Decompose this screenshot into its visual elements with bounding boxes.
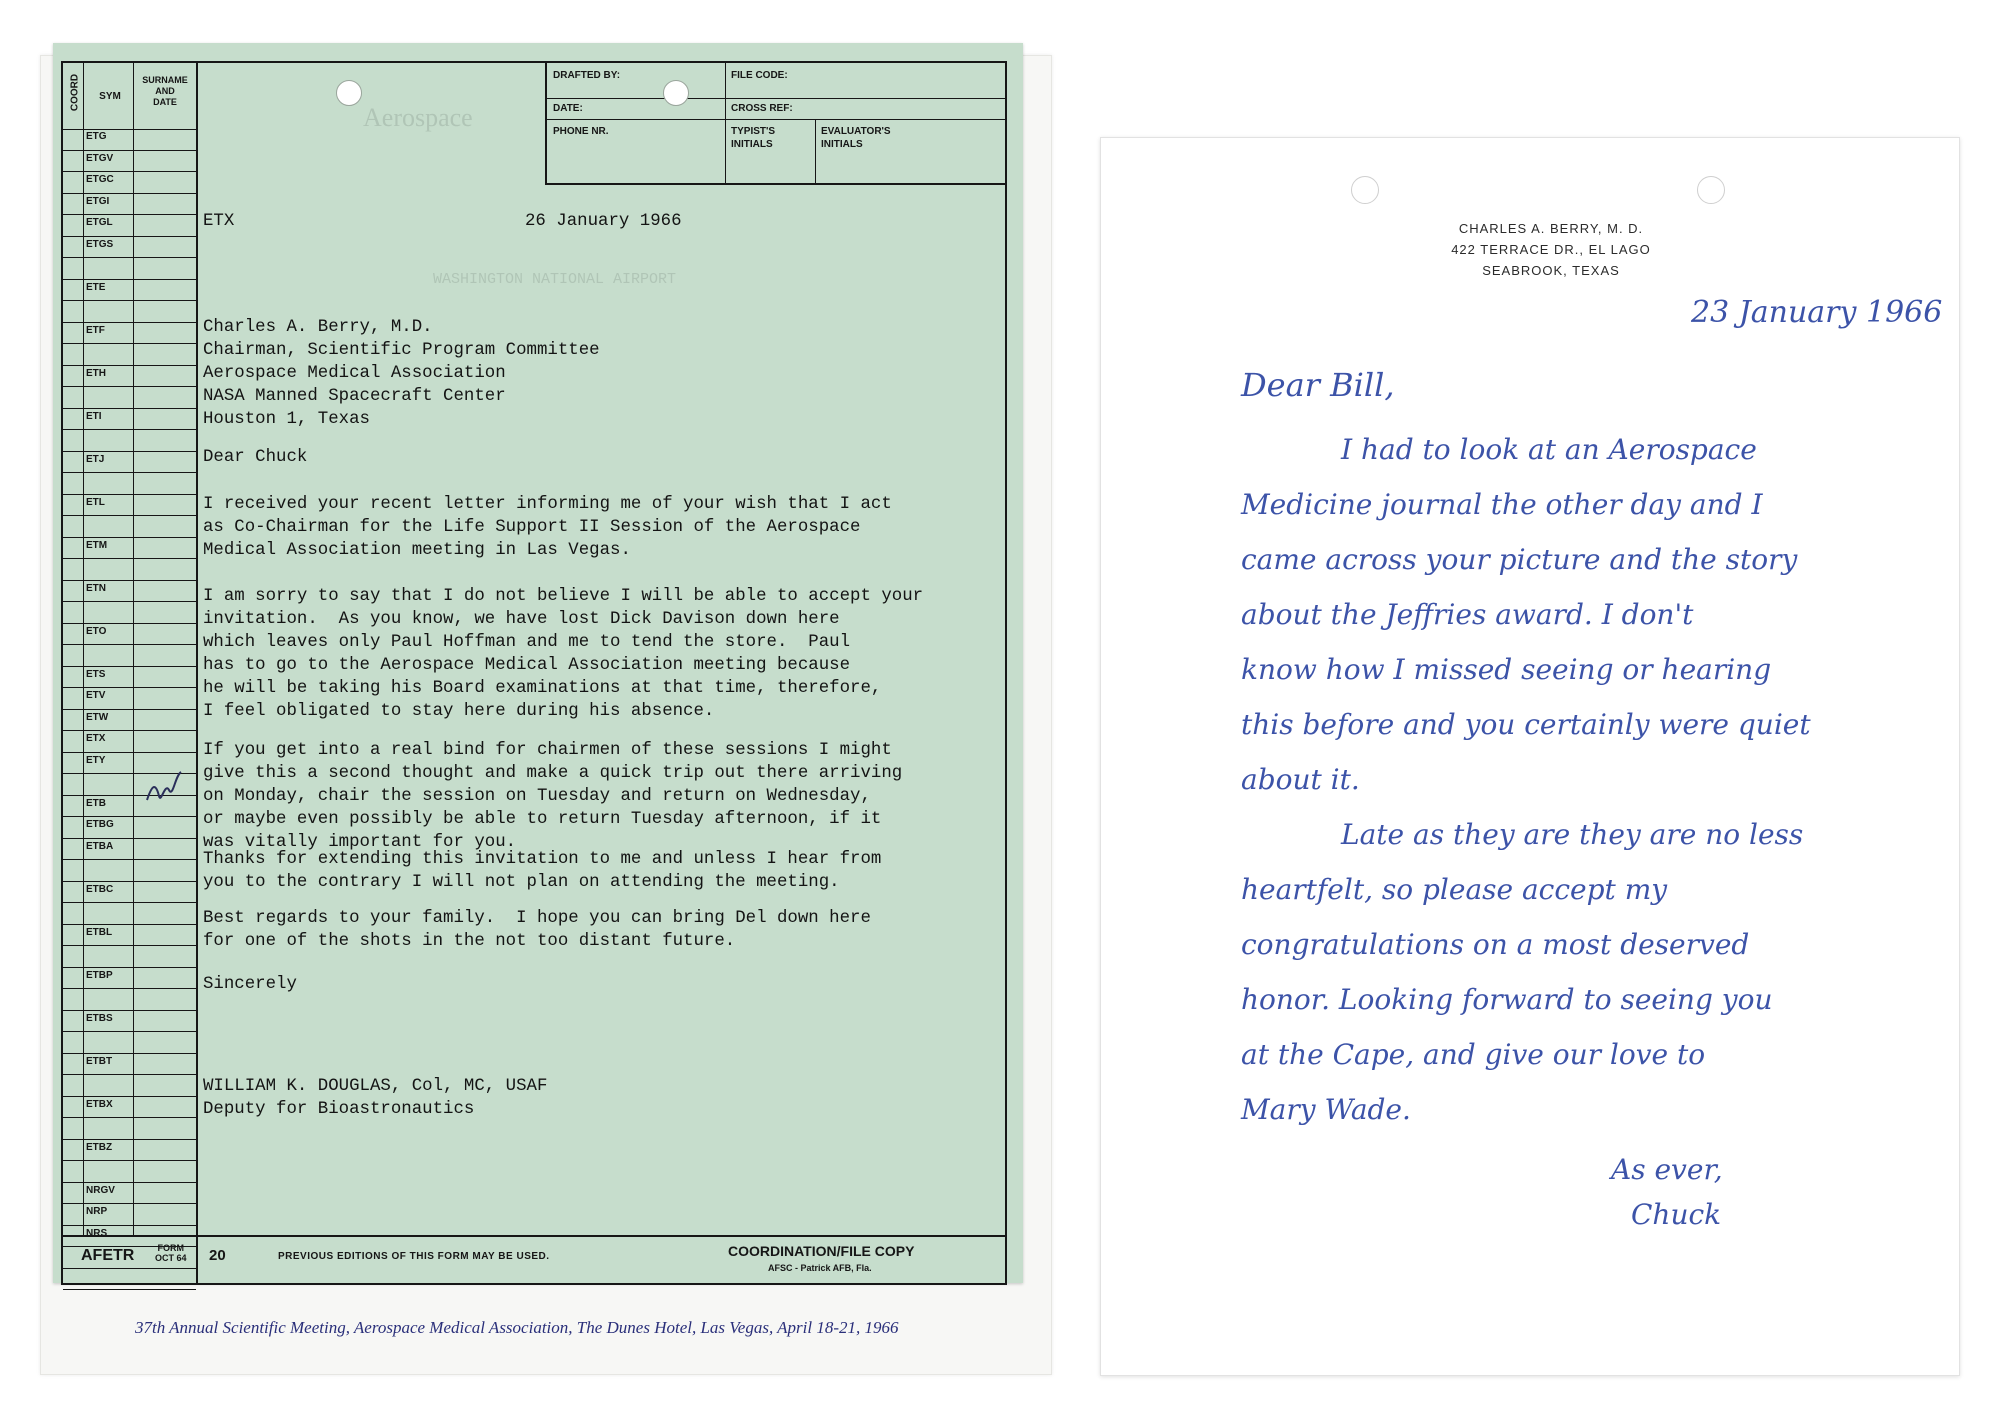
paragraph-2: I am sorry to say that I do not believe I will be able to accept your invitation. As you know, we have lost Dick Davison down here which leaves only Paul Hoffman and me to tend the store. Paul has to go to the Aerospace Medical Association meeting because he will be taking his Board examinations at that time, therefore, I feel obligated to stay here during his absence. xyxy=(203,587,924,721)
punch-hole xyxy=(663,80,689,106)
coordination-row xyxy=(63,710,196,732)
coordination-row xyxy=(63,1075,196,1097)
form-footer xyxy=(63,1235,1007,1283)
handwritten-line: Medicine journal the other day and I xyxy=(1241,488,1763,521)
previous-editions-note: PREVIOUS EDITIONS OF THIS FORM MAY BE USED. xyxy=(278,1251,550,1262)
office-code: ETX xyxy=(86,733,106,744)
punch-hole xyxy=(1351,176,1379,204)
letterhead: CHARLES A. BERRY, M. D. 422 TERRACE DR., EL LAGO SEABROOK, TEXAS xyxy=(1451,221,1651,278)
office-code: ETF xyxy=(86,324,105,336)
office-code: ETG xyxy=(86,131,107,142)
show-through-text: Aerospace xyxy=(363,103,473,132)
coordination-row xyxy=(63,667,196,689)
coordination-column xyxy=(63,63,198,1283)
paragraph-5: Best regards to your family. I hope you can bring Del down here for one of the shots in the not too distant future. xyxy=(203,909,871,951)
coordination-row xyxy=(63,194,196,216)
coordination-row xyxy=(63,624,196,646)
coordination-row xyxy=(63,151,196,173)
coordination-row xyxy=(63,215,196,237)
coordination-row xyxy=(63,1140,196,1162)
handwritten-line: heartfelt, so please accept my xyxy=(1241,873,1668,906)
coordination-row xyxy=(63,280,196,302)
evaluator-initials-label: EVALUATOR'S INITIALS xyxy=(821,126,891,150)
office-symbol: ETX xyxy=(203,212,235,231)
handwritten-line: I had to look at an Aerospace xyxy=(1341,433,1757,466)
date-label: DATE: xyxy=(553,103,583,114)
office-code: NRGV xyxy=(86,1184,115,1196)
coordination-row xyxy=(63,495,196,517)
coordination-row xyxy=(63,968,196,990)
office-code: ETBL xyxy=(86,926,113,938)
signer-name: WILLIAM K. DOUGLAS, Col, MC, USAF xyxy=(203,1077,548,1096)
file-code-label: FILE CODE: xyxy=(731,70,788,81)
coordination-row xyxy=(63,129,196,151)
handwritten-closing: As ever, xyxy=(1611,1153,1723,1186)
coordination-row xyxy=(63,172,196,194)
office-code: ETBS xyxy=(86,1012,113,1024)
office-code: ETB xyxy=(86,797,106,809)
drafted-by-label: DRAFTED BY: xyxy=(553,70,621,81)
coordination-row xyxy=(63,839,196,861)
office-code: ETV xyxy=(86,690,106,701)
coordination-row xyxy=(63,409,196,431)
coordination-row xyxy=(63,989,196,1011)
coordination-row xyxy=(63,258,196,280)
cross-ref-label: CROSS REF: xyxy=(731,103,793,114)
coordination-row xyxy=(63,1204,196,1226)
coordination-row xyxy=(63,452,196,474)
surname-date-label: SURNAME AND DATE xyxy=(142,75,188,107)
paragraph-1: I received your recent letter informing me of your wish that I act as Co-Chairman for the Life Support II Session of the Aerospace Medical Association meeting in Las Vegas. xyxy=(203,495,892,560)
handwritten-line: came across your picture and the story xyxy=(1241,543,1798,576)
coordination-row xyxy=(63,366,196,388)
afsc-label: AFSC - Patrick AFB, Fla. xyxy=(768,1263,872,1273)
handwritten-initials-mark xyxy=(143,770,183,810)
coordination-row xyxy=(63,903,196,925)
typist-initials-label: TYPIST'S INITIALS xyxy=(731,126,776,150)
punch-hole xyxy=(1697,176,1725,204)
office-code: ETL xyxy=(86,496,105,508)
coordination-row xyxy=(63,538,196,560)
form-edition-label: FORM OCT 64 xyxy=(155,1243,187,1263)
handwritten-line: this before and you certainly were quiet xyxy=(1241,708,1811,741)
coordination-row xyxy=(63,430,196,452)
punch-hole xyxy=(336,80,362,106)
recipient-address: Charles A. Berry, M.D. Chairman, Scientific Program Committee Aerospace Medical Association NASA Manned Spacecraft Center Houston 1, Texas xyxy=(203,318,600,429)
signer-title: Deputy for Bioastronautics xyxy=(203,1100,475,1119)
office-code: ETI xyxy=(86,410,102,422)
handwritten-line: know how I missed seeing or hearing xyxy=(1241,653,1772,686)
coord-label: COORD xyxy=(69,73,81,112)
coordination-row xyxy=(63,323,196,345)
paragraph-4: Thanks for extending this invitation to me and unless I hear from you to the contrary I will not plan on attending the meeting. xyxy=(203,850,882,892)
coordination-row xyxy=(63,344,196,366)
coordination-row xyxy=(63,1054,196,1076)
office-code: NRP xyxy=(86,1206,108,1217)
coordination-row xyxy=(63,473,196,495)
coordination-row xyxy=(63,581,196,603)
office-code: ETBT xyxy=(86,1055,113,1067)
handwritten-line: about it. xyxy=(1241,763,1360,796)
sym-label: SYM xyxy=(99,91,121,102)
form-number: 20 xyxy=(209,1247,226,1264)
office-code: ETGI xyxy=(86,195,110,207)
office-code: ETJ xyxy=(86,453,105,465)
show-through-text: WASHINGTON NATIONAL AIRPORT xyxy=(433,271,677,288)
coordination-row xyxy=(63,301,196,323)
phone-label: PHONE NR. xyxy=(553,126,609,137)
office-code: ETGV xyxy=(86,152,114,164)
coordination-row xyxy=(63,925,196,947)
coordination-row xyxy=(63,860,196,882)
coordination-file-copy-label: COORDINATION/FILE COPY xyxy=(728,1243,915,1259)
office-code: ETGC xyxy=(86,174,114,185)
office-code: ETBG xyxy=(86,819,114,830)
coordination-row xyxy=(63,387,196,409)
handwritten-salutation: Dear Bill, xyxy=(1241,366,1395,404)
coordination-row xyxy=(63,645,196,667)
coordination-row xyxy=(63,1097,196,1119)
office-code: ETS xyxy=(86,668,106,680)
coordination-row xyxy=(63,1183,196,1205)
handwritten-line: honor. Looking forward to seeing you xyxy=(1241,983,1773,1016)
coordination-row xyxy=(63,1011,196,1033)
paragraph-3: If you get into a real bind for chairmen of these sessions I might give this a second thought and make a quick trip out there arriving on Monday, chair the session on Tuesday and return on Wednesday, or maybe even possibly be able to return Tuesday afternoon, if it was vitally important for you. xyxy=(203,741,903,852)
office-code: ETO xyxy=(86,625,107,637)
coordination-row xyxy=(63,516,196,538)
salutation: Dear Chuck xyxy=(203,448,308,467)
coordination-row xyxy=(63,882,196,904)
coordination-row xyxy=(63,602,196,624)
handwritten-line: Late as they are they are no less xyxy=(1341,818,1804,851)
handwritten-line: congratulations on a most deserved xyxy=(1241,928,1750,961)
coordination-row xyxy=(63,237,196,259)
office-code: ETBA xyxy=(86,840,114,852)
letter-date: 26 January 1966 xyxy=(525,212,682,231)
office-code: ETGS xyxy=(86,238,114,250)
coordination-form xyxy=(53,43,1023,1283)
handwritten-line: about the Jeffries award. I don't xyxy=(1241,598,1694,631)
handwritten-letter-sheet xyxy=(1100,137,1960,1376)
coordination-row xyxy=(63,1032,196,1054)
coordination-row xyxy=(63,1161,196,1183)
handwritten-signature: Chuck xyxy=(1631,1198,1722,1231)
coordination-row xyxy=(63,688,196,710)
office-code: ETY xyxy=(86,754,106,766)
office-code: ETBP xyxy=(86,969,113,981)
office-code: ETN xyxy=(86,582,106,594)
office-code: ETH xyxy=(86,367,106,379)
office-code: ETGL xyxy=(86,217,113,228)
coordination-row xyxy=(63,1118,196,1140)
coordination-row xyxy=(63,731,196,753)
handwritten-date: 23 January 1966 xyxy=(1691,295,1943,330)
coordination-row xyxy=(63,559,196,581)
office-code: ETW xyxy=(86,711,109,723)
afetr-label: AFETR xyxy=(81,1247,135,1264)
closing: Sincerely xyxy=(203,975,297,994)
form-header-box xyxy=(545,63,1007,185)
office-code: ETBZ xyxy=(86,1141,113,1153)
handwritten-line: at the Cape, and give our love to xyxy=(1241,1038,1706,1071)
handwritten-line: Mary Wade. xyxy=(1241,1093,1411,1126)
coordination-row xyxy=(63,946,196,968)
office-code: NRS xyxy=(86,1227,108,1239)
coordination-row xyxy=(63,817,196,839)
office-code: ETE xyxy=(86,281,106,293)
office-code: ETBX xyxy=(86,1098,113,1110)
office-code: ETM xyxy=(86,539,108,551)
meeting-caption: 37th Annual Scientific Meeting, Aerospace Medical Association, The Dunes Hotel, Las Vegas, April 18-21, 1966 xyxy=(135,1318,899,1337)
office-code: ETBC xyxy=(86,883,114,895)
